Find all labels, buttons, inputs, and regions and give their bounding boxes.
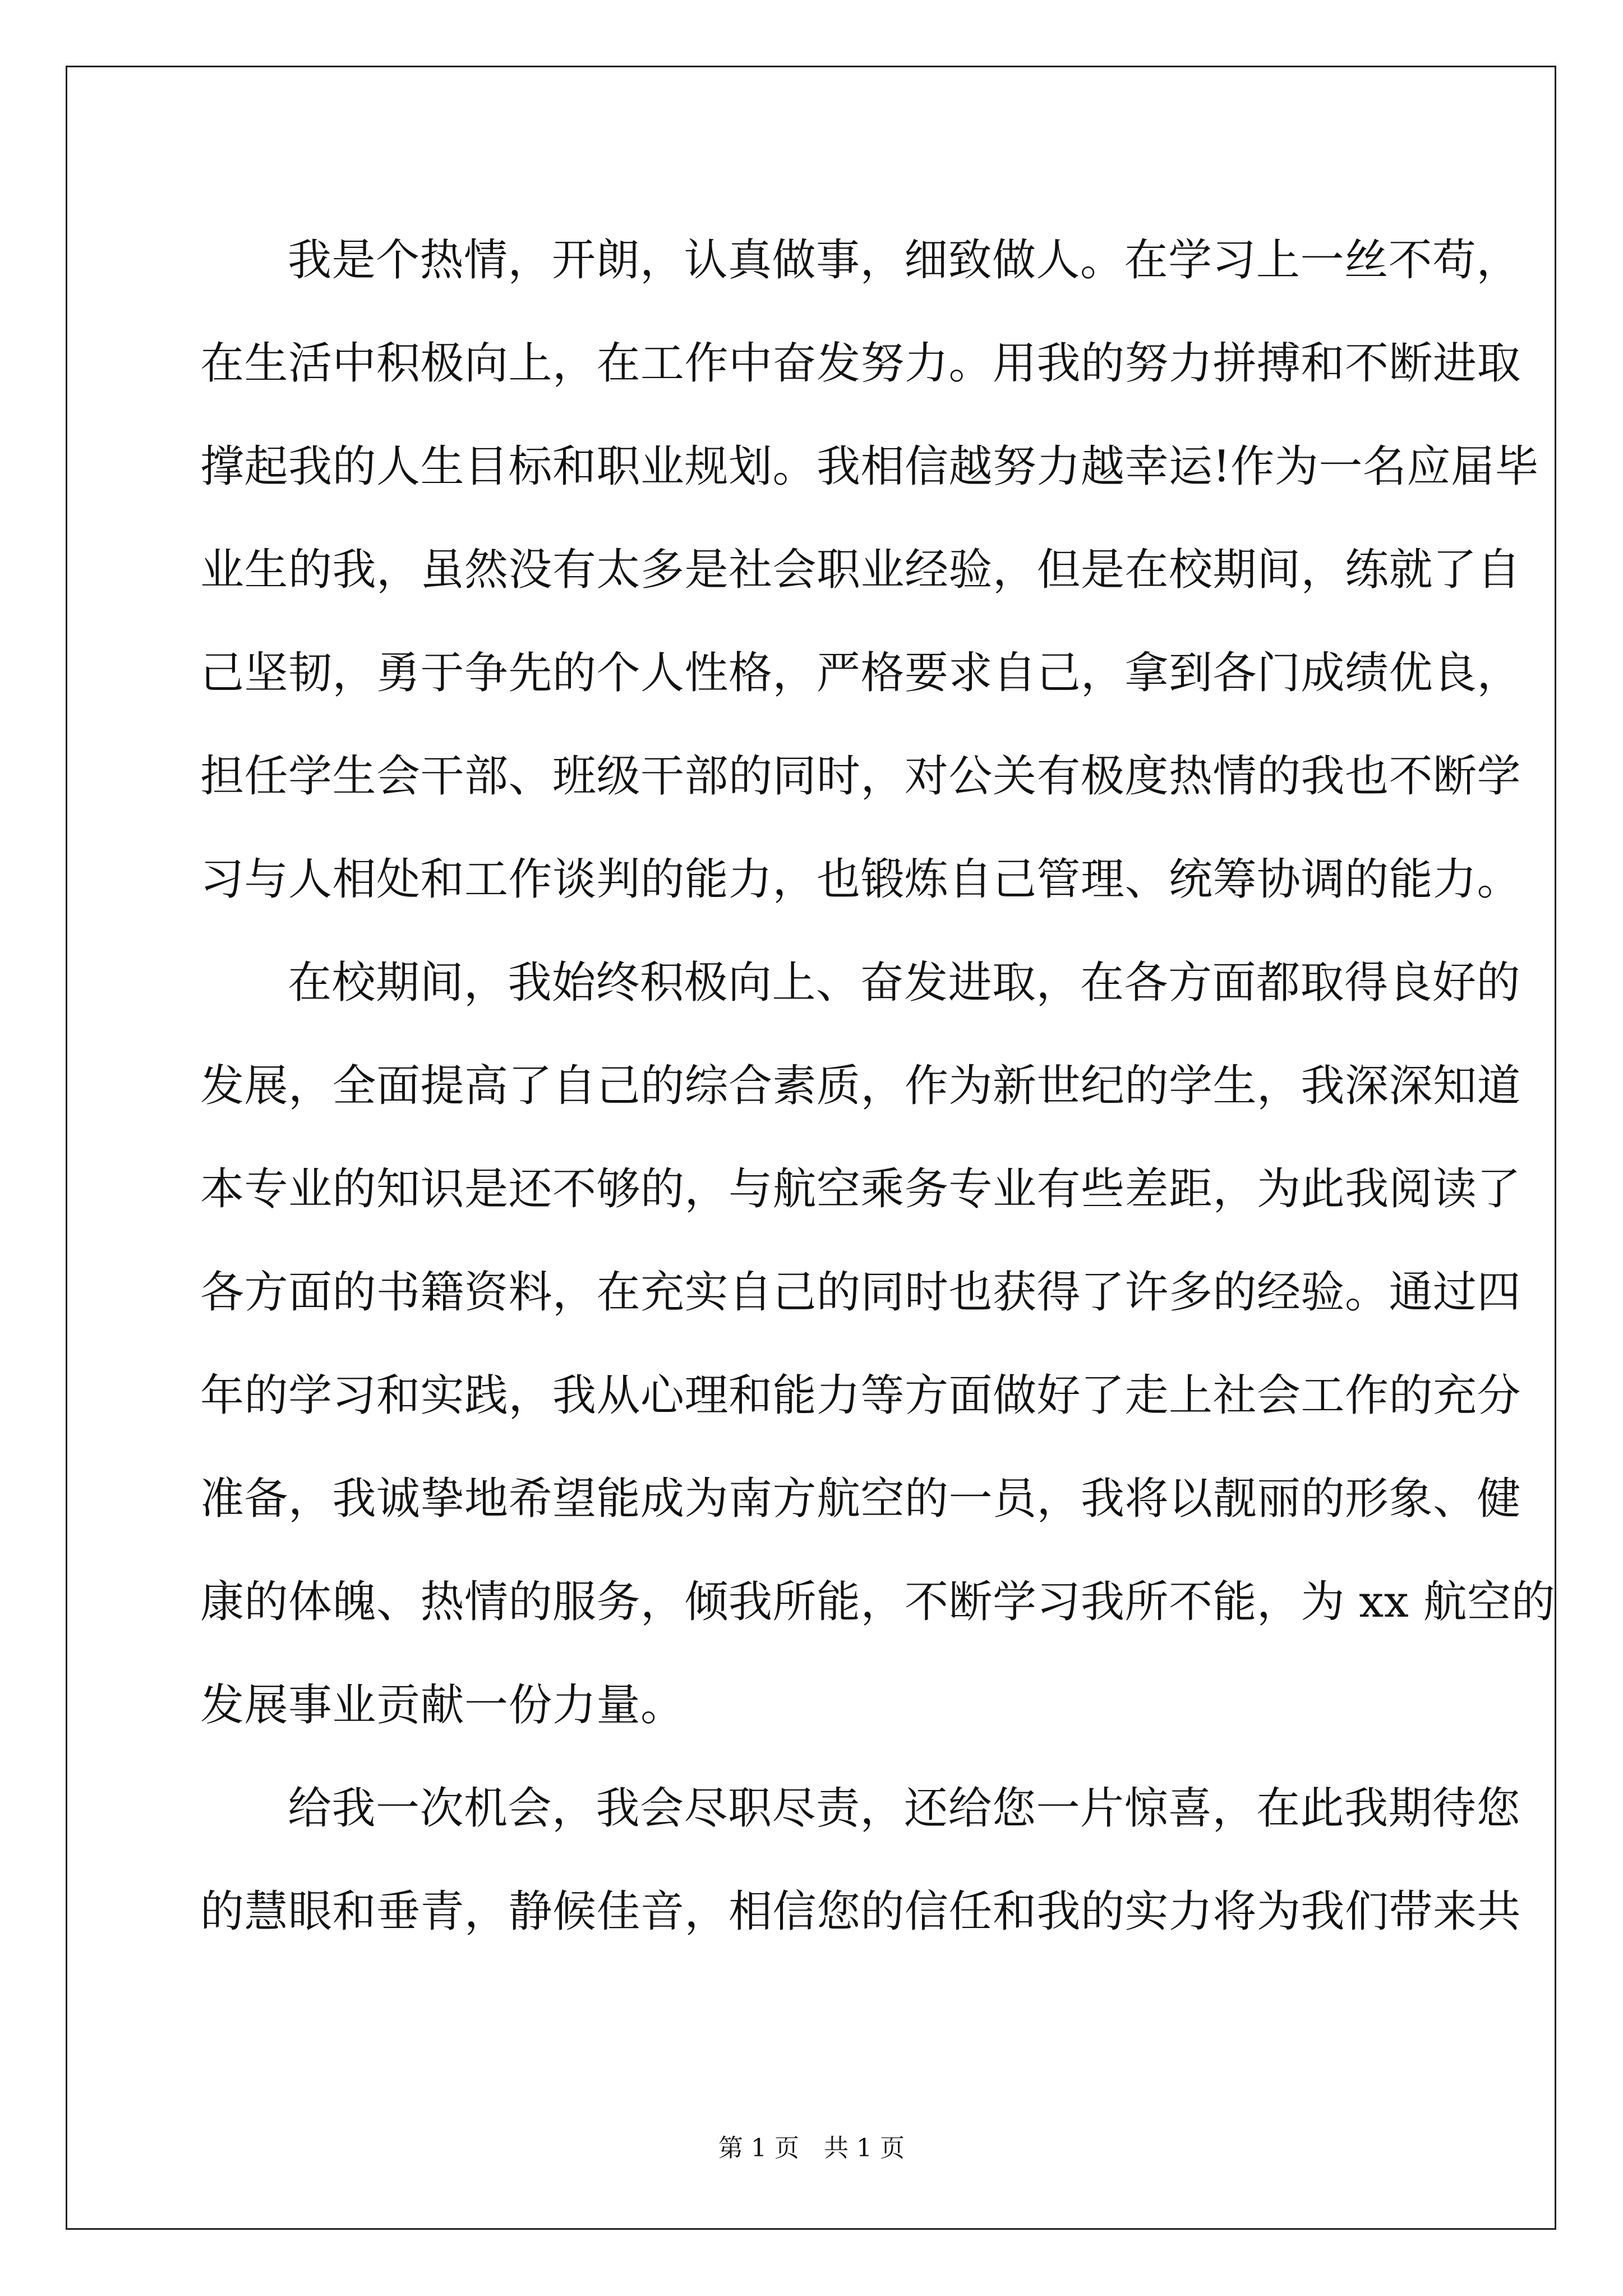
text-line: 本专业的知识是还不够的，与航空乘务专业有些差距，为此我阅读了	[200, 1164, 1521, 1214]
text-line: 担任学生会干部、班级干部的同时，对公关有极度热情的我也不断学	[200, 751, 1521, 802]
text-line: 各方面的书籍资料，在充实自己的同时也获得了许多的经验。通过四	[200, 1267, 1521, 1318]
text-line: 给我一次机会，我会尽职尽责，还给您一片惊喜，在此我期待您	[288, 1783, 1521, 1834]
text-line: 准备，我诚挚地希望能成为南方航空的一员，我将以靓丽的形象、健	[200, 1474, 1521, 1524]
text-line: 业生的我，虽然没有太多是社会职业经验，但是在校期间，练就了自	[200, 545, 1521, 595]
text-line: 年的学习和实践，我从心理和能力等方面做好了走上社会工作的充分	[200, 1370, 1521, 1421]
text-line: 的慧眼和垂青，静候佳音，相信您的信任和我的实力将为我们带来共	[200, 1887, 1521, 1937]
text-line: 康的体魄、热情的服务，倾我所能，不断学习我所不能，为 xx 航空的	[200, 1577, 1556, 1627]
text-line: 发展，全面提高了自己的综合素质，作为新世纪的学生，我深深知道	[200, 1061, 1521, 1111]
text-line: 己坚韧，勇于争先的个人性格，严格要求自己，拿到各门成绩优良，	[200, 648, 1521, 698]
text-line: 在校期间，我始终积极向上、奋发进取，在各方面都取得良好的	[288, 958, 1521, 1008]
text-line: 在生活中积极向上，在工作中奋发努力。用我的努力拼搏和不断进取	[200, 338, 1521, 389]
page-number-footer: 第 1 页 共 1 页	[718, 2134, 905, 2162]
text-line: 习与人相处和工作谈判的能力，也锻炼自己管理、统筹协调的能力。	[200, 854, 1521, 905]
text-line: 我是个热情，开朗，认真做事，细致做人。在学习上一丝不苟，	[288, 235, 1521, 286]
text-line: 发展事业贡献一份力量。	[200, 1680, 685, 1731]
text-line: 撑起我的人生目标和职业规划。我相信越努力越幸运!作为一名应届毕	[200, 441, 1539, 492]
document-body	[200, 209, 1556, 1963]
